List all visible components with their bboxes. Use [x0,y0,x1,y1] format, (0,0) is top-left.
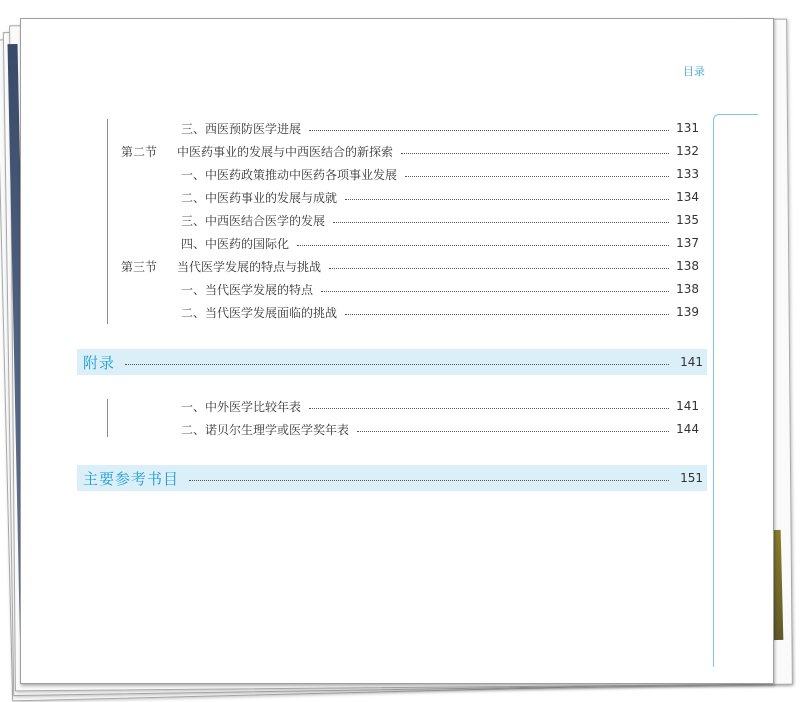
dot-leader [345,314,669,315]
dot-leader [333,222,669,223]
toc-entry-page: 135 [676,213,699,227]
toc-entry-page: 137 [676,236,699,250]
decorative-margin-rule [713,114,758,667]
toc-entry[interactable] [105,186,699,208]
toc-section-references[interactable] [77,465,707,491]
toc-entry-title: 中医药事业的发展与中西医结合的新探索 [177,144,394,159]
toc-entry-title: 一、中外医学比较年表 [181,399,302,414]
dot-leader [321,291,669,292]
toc-entry-title: 二、当代医学发展面临的挑战 [181,305,338,320]
toc-entry[interactable] [105,278,699,300]
dot-leader [357,431,669,432]
toc-entry[interactable] [105,117,699,139]
toc-entry[interactable] [105,418,699,440]
toc-section-appendix[interactable] [77,349,707,375]
toc-entry-title: 三、中西医结合医学的发展 [181,213,326,228]
dot-leader [189,480,669,481]
toc-entry-page: 139 [676,305,699,319]
dot-leader [309,130,669,131]
toc-entry-page: 138 [676,259,699,273]
toc-entry-label: 第三节 [121,259,158,274]
toc-entry-page: 131 [676,121,699,135]
toc-entry-title: 当代医学发展的特点与挑战 [177,259,322,274]
toc-entry[interactable] [105,163,699,185]
toc-entry-label: 第二节 [121,144,158,159]
toc-entry-page: 138 [676,282,699,296]
toc-entry-page: 134 [676,190,699,204]
section-page: 141 [680,355,703,369]
toc-entry[interactable] [105,209,699,231]
dot-leader [125,364,669,365]
section-page: 151 [680,471,703,485]
dot-leader [405,176,669,177]
dot-leader [309,408,669,409]
toc-entry-title: 一、当代医学发展的特点 [181,282,314,297]
section-title: 附录 [83,353,116,372]
dot-leader [297,245,669,246]
page-header-title: 目录 [683,65,705,78]
toc-entry-title: 四、中医药的国际化 [181,236,290,251]
section-title: 主要参考书目 [83,469,180,488]
toc-entry-title: 二、中医药事业的发展与成就 [181,190,338,205]
dot-leader [401,153,669,154]
toc-page [20,18,774,684]
toc-entry[interactable] [105,255,699,277]
toc-entry[interactable] [105,301,699,323]
toc-entry-page: 141 [676,399,699,413]
toc-entry[interactable] [105,140,699,162]
toc-entry-title: 二、诺贝尔生理学或医学奖年表 [181,422,350,437]
toc-entry[interactable] [105,232,699,254]
toc-entry[interactable] [105,395,699,417]
toc-entry-page: 132 [676,144,699,158]
toc-entry-page: 133 [676,167,699,181]
toc-entry-title: 三、西医预防医学进展 [181,121,302,136]
toc-entry-page: 144 [676,422,699,436]
toc-entry-title: 一、中医药政策推动中医药各项事业发展 [181,167,398,182]
dot-leader [345,199,669,200]
dot-leader [329,268,669,269]
